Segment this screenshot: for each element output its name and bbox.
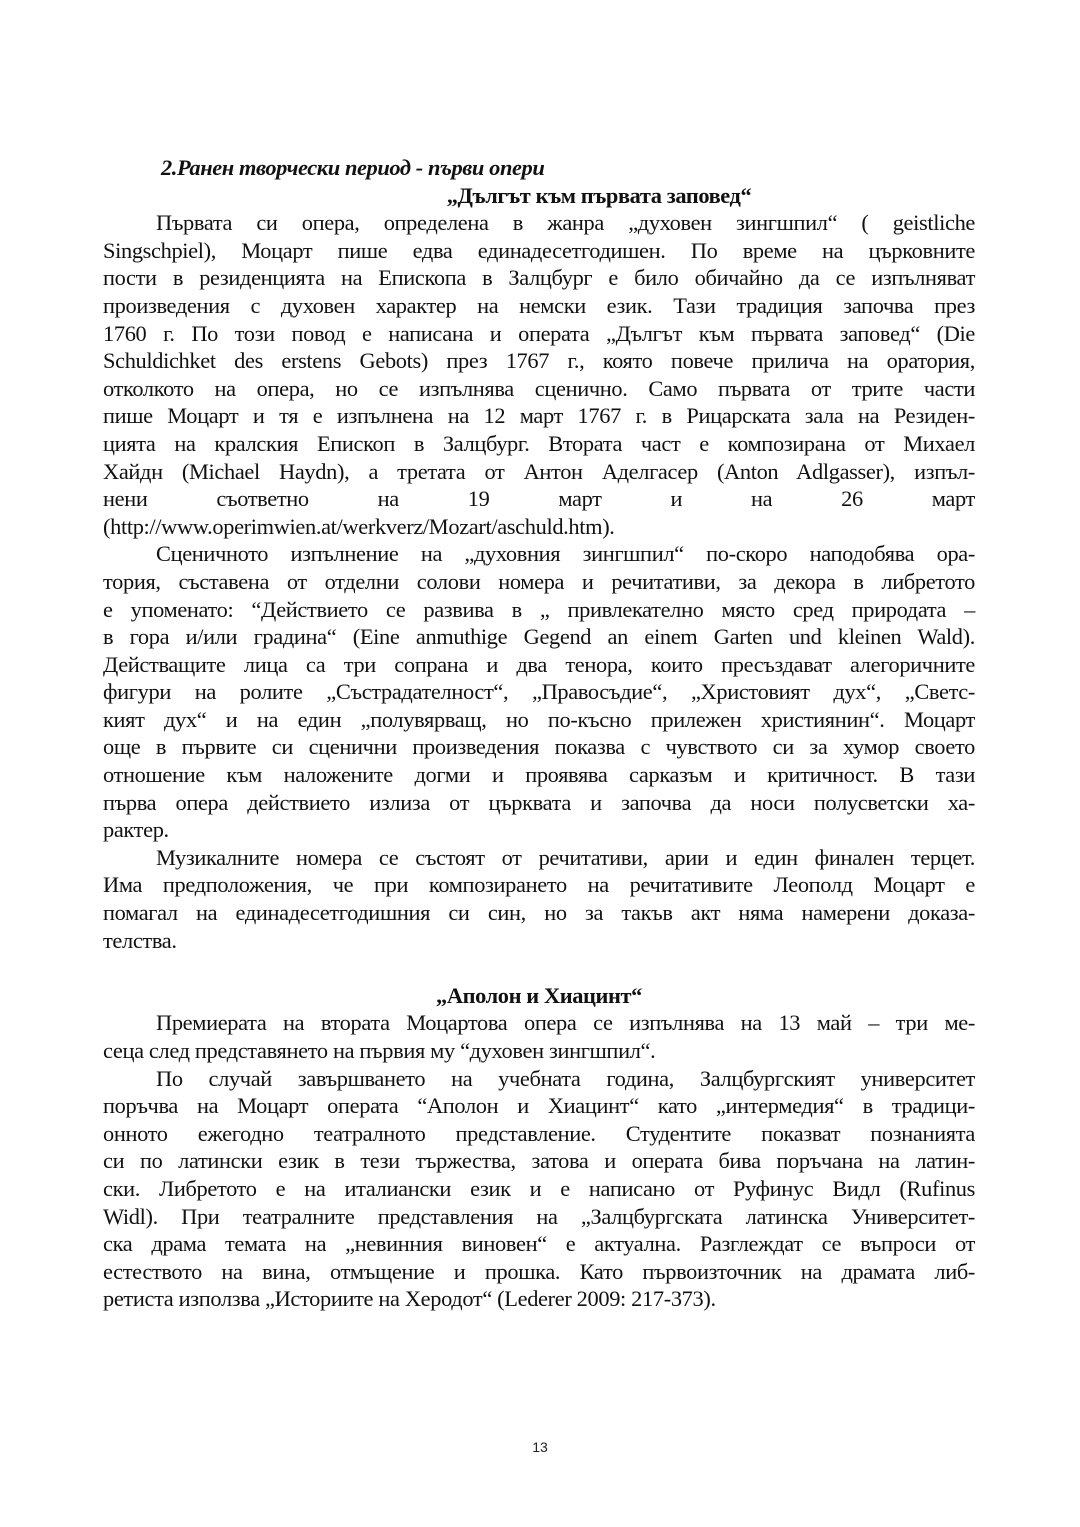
paragraph-1-3 [103,844,975,954]
text-line: първа опера действието излиза от църквата и започва да носи полусветски ха- [103,789,975,815]
subsection-title-1: „Дългът към първата заповед“ [446,182,752,208]
text-line: кият дух“ и на един „полувярващ, но по-късно прилежен християнин“. Моцарт [103,706,975,732]
text-line: още в първите си сценични произведения показва с чувството си за хумор своето [103,734,975,760]
text-line: поръчва на Моцарт операта “Аполон и Хиацинт“ като „интермедия“ в традици- [103,1093,975,1119]
text-line: Schuldichket des erstens Gebots) през 1767 г., която повече прилича на оратория, [103,348,975,374]
text-line: тория, съставена от отделни солови номера и речитативи, за декора в либретото [103,568,975,594]
paragraph-2-2 [103,1065,975,1313]
document-page [103,154,975,1313]
text-line: Премиерата на втората Моцартова опера се изпълнява на 13 май – три ме- [156,1010,975,1036]
text-line: Singschpiel), Моцарт пише едва единадесетгодишен. По време на църковните [103,237,975,263]
text-line: телства. [103,927,177,953]
text-line: Сценичното изпълнение на „духовния зингшпил“ по-скоро наподобява ора- [156,541,975,567]
blank-line [103,954,975,982]
text-line: си по латински език в тези тържества, затова и операта бива поръчана на латин- [103,1148,975,1174]
paragraph-1-2 [103,540,975,844]
text-line: ски. Либретото е на италиански език и е написано от Руфинус Видл (Rufinus [103,1175,975,1201]
text-line: 1760 г. По този повод е написана и операта „Дългът към първата заповед“ (Die [103,320,975,346]
text-line: в гора и/или градина“ (Eine anmuthige Gegend an einem Garten und kleinen Wald). [103,624,975,650]
text-line: нени съответно на 19 март и на 26 март [103,486,975,512]
text-line: Хайдн (Michael Haydn), а третата от Антон Аделгасер (Anton Adlgasser), изпъл- [103,458,975,484]
text-line: отношение към наложените догми и проявява сарказъм и критичност. В тази [103,762,975,788]
text-line-url: (http://www.operimwien.at/werkverz/Mozart/aschuld.htm). [103,513,615,539]
text-line: пости в резиденцията на Епископа в Залцбург е било обичайно да се изпълняват [103,265,975,291]
paragraph-1-1 [103,209,975,540]
page-number: 13 [532,1439,548,1455]
text-line: рактер. [103,817,169,843]
text-line: произведения с духовен характер на немски език. Тази традиция започва през [103,292,975,318]
text-line: ретиста използва „Историите на Херодот“ (Lederer 2009: 217-373). [103,1286,716,1312]
text-line: сеца след представянето на първия му “духовен зингшпил“. [103,1038,656,1063]
text-line: онното ежегодно театралното представление. Студентите показват познанията [103,1120,975,1146]
paragraph-2-1 [103,1009,975,1064]
subsection-title-2: „Аполон и Хиацинт“ [436,982,642,1008]
section-heading: 2.Ранен творчески период - първи опери [161,155,545,180]
text-line: цията на кралския Епископ в Залцбург. Втората част е композирана от Михаел [103,430,975,456]
text-line: помагал на единадесетгодишния си син, но за такъв акт няма намерени доказа- [103,900,975,926]
text-line: пише Моцарт и тя е изпълнена на 12 март 1767 г. в Рицарската зала на Резиден- [103,403,975,429]
text-line: Първата си опера, определена в жанра „духовен зингшпил“ ( geistliche [156,210,975,236]
text-line: Има предположения, че при композирането на речитативите Леополд Моцарт е [103,872,975,898]
text-line: ска драма темата на „невинния виновен“ е актуална. Разглеждат се въпроси от [103,1231,975,1257]
text-line: е упоменато: “Действието се развива в „ привлекателно място сред природата – [103,596,975,622]
text-line: По случай завършването на учебната година, Залцбургският университет [156,1065,975,1091]
text-line: естеството на вина, отмъщение и прошка. Като първоизточник на драмата либ- [103,1258,975,1284]
text-line: Музикалните номера се състоят от речитативи, арии и един финален терцет. [156,844,975,870]
text-line: фигури на ролите „Състрадателност“, „Правосъдие“, „Христовият дух“, „Светс- [103,679,975,705]
text-line: отколкото на опера, но се изпълнява сценично. Само първата от трите части [103,375,975,401]
text-line: Widl). При театралните представления на „Залцбургската латинска Университет- [103,1203,975,1229]
text-line: Действащите лица са три сопрана и два тенора, които пресъздават алегоричните [103,651,975,677]
